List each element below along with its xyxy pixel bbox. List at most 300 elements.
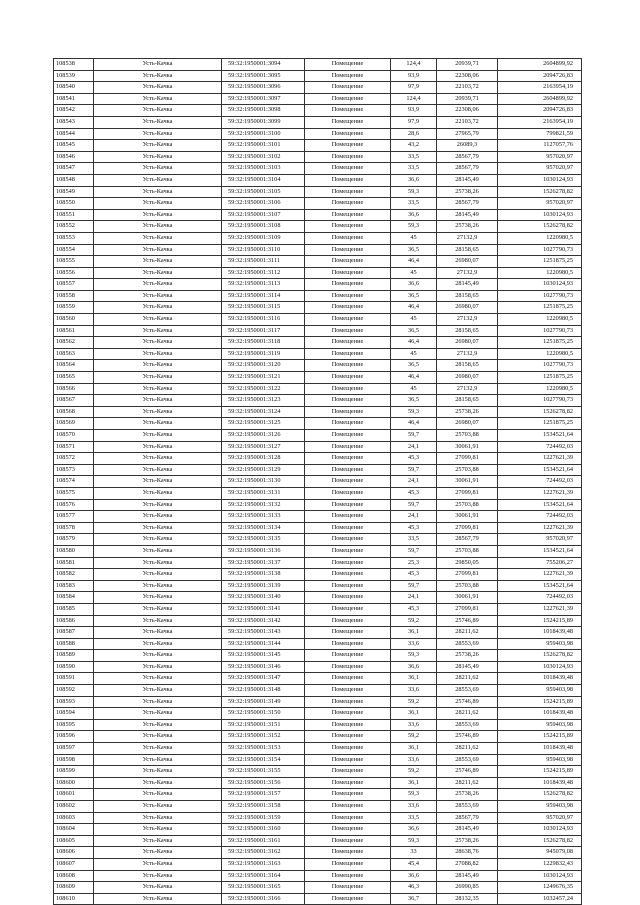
object-type-cell: Помещение: [305, 801, 391, 813]
object-type-cell: Помещение: [305, 893, 391, 905]
area-cell: 45,3: [391, 569, 437, 581]
row-number-cell: 108580: [54, 545, 94, 557]
cadastral-value-cell: 1526278,82: [498, 406, 582, 418]
price-per-meter-cell: 25703,88: [437, 499, 498, 511]
price-per-meter-cell: 28567,79: [437, 812, 498, 824]
row-number-cell: 108598: [54, 754, 94, 766]
price-per-meter-cell: 28158,65: [437, 360, 498, 372]
area-cell: 45,3: [391, 453, 437, 465]
locality-cell: Усть-Качка: [94, 545, 222, 557]
area-cell: 33,6: [391, 754, 437, 766]
object-type-cell: Помещение: [305, 545, 391, 557]
object-type-cell: Помещение: [305, 128, 391, 140]
price-per-meter-cell: 28145,49: [437, 661, 498, 673]
cadastral-value-cell: 1032457,24: [498, 893, 582, 905]
area-cell: 59,3: [391, 186, 437, 198]
price-per-meter-cell: 27132,9: [437, 383, 498, 395]
locality-cell: Усть-Качка: [94, 719, 222, 731]
area-cell: 33: [391, 847, 437, 859]
cadastral-number-cell: 59:32:1950001:3121: [222, 372, 305, 384]
locality-cell: Усть-Качка: [94, 824, 222, 836]
row-number-cell: 108555: [54, 256, 94, 268]
cadastral-number-cell: 59:32:1950001:3130: [222, 476, 305, 488]
object-type-cell: Помещение: [305, 858, 391, 870]
locality-cell: Усть-Качка: [94, 882, 222, 894]
cadastral-value-cell: 1220980,5: [498, 314, 582, 326]
locality-cell: Усть-Качка: [94, 348, 222, 360]
area-cell: 124,4: [391, 93, 437, 105]
locality-cell: Усть-Качка: [94, 279, 222, 291]
object-type-cell: Помещение: [305, 685, 391, 697]
price-per-meter-cell: 27132,9: [437, 267, 498, 279]
cadastral-number-cell: 59:32:1950001:3158: [222, 801, 305, 813]
cadastral-value-cell: 1526278,82: [498, 789, 582, 801]
cadastral-number-cell: 59:32:1950001:3123: [222, 395, 305, 407]
price-per-meter-cell: 25738,26: [437, 789, 498, 801]
price-per-meter-cell: 29850,05: [437, 557, 498, 569]
area-cell: 93,9: [391, 70, 437, 82]
table-row: [54, 116, 582, 128]
object-type-cell: Помещение: [305, 719, 391, 731]
locality-cell: Усть-Качка: [94, 511, 222, 523]
object-type-cell: Помещение: [305, 116, 391, 128]
row-number-cell: 108608: [54, 870, 94, 882]
cadastral-number-cell: 59:32:1950001:3112: [222, 267, 305, 279]
locality-cell: Усть-Качка: [94, 441, 222, 453]
price-per-meter-cell: 20939,71: [437, 59, 498, 71]
cadastral-number-cell: 59:32:1950001:3103: [222, 163, 305, 175]
object-type-cell: Помещение: [305, 499, 391, 511]
cadastral-value-cell: 959403,98: [498, 754, 582, 766]
object-type-cell: Помещение: [305, 789, 391, 801]
cadastral-number-cell: 59:32:1950001:3143: [222, 627, 305, 639]
locality-cell: Усть-Качка: [94, 360, 222, 372]
locality-cell: Усть-Качка: [94, 430, 222, 442]
area-cell: 59,2: [391, 615, 437, 627]
area-cell: 59,7: [391, 499, 437, 511]
object-type-cell: Помещение: [305, 140, 391, 152]
object-type-cell: Помещение: [305, 325, 391, 337]
row-number-cell: 108551: [54, 209, 94, 221]
area-cell: 45,4: [391, 858, 437, 870]
area-cell: 36,6: [391, 824, 437, 836]
area-cell: 59,7: [391, 580, 437, 592]
cadastral-value-cell: 959403,98: [498, 719, 582, 731]
area-cell: 46,4: [391, 256, 437, 268]
area-cell: 36,6: [391, 209, 437, 221]
row-number-cell: 108564: [54, 360, 94, 372]
row-number-cell: 108585: [54, 603, 94, 615]
row-number-cell: 108593: [54, 696, 94, 708]
cadastral-number-cell: 59:32:1950001:3101: [222, 140, 305, 152]
cadastral-value-cell: 1018439,48: [498, 673, 582, 685]
row-number-cell: 108557: [54, 279, 94, 291]
cadastral-value-cell: 1030124,93: [498, 870, 582, 882]
table-row: [54, 128, 582, 140]
table-row: [54, 186, 582, 198]
row-number-cell: 108586: [54, 615, 94, 627]
cadastral-value-cell: 1524215,89: [498, 696, 582, 708]
table-row: [54, 302, 582, 314]
cadastral-number-cell: 59:32:1950001:3113: [222, 279, 305, 291]
price-per-meter-cell: 28553,69: [437, 719, 498, 731]
locality-cell: Усть-Качка: [94, 777, 222, 789]
area-cell: 59,7: [391, 464, 437, 476]
table-row: [54, 615, 582, 627]
cadastral-value-cell: 1220980,5: [498, 267, 582, 279]
cadastral-number-cell: 59:32:1950001:3094: [222, 59, 305, 71]
area-cell: 45,3: [391, 487, 437, 499]
cadastral-value-cell: 1534521,64: [498, 545, 582, 557]
row-number-cell: 108546: [54, 151, 94, 163]
price-per-meter-cell: 28567,79: [437, 151, 498, 163]
cadastral-value-cell: 1018439,48: [498, 743, 582, 755]
cadastral-number-cell: 59:32:1950001:3154: [222, 754, 305, 766]
price-per-meter-cell: 26980,07: [437, 302, 498, 314]
locality-cell: Усть-Качка: [94, 290, 222, 302]
table-row: [54, 487, 582, 499]
area-cell: 97,9: [391, 82, 437, 94]
area-cell: 59,2: [391, 731, 437, 743]
locality-cell: Усть-Качка: [94, 372, 222, 384]
object-type-cell: Помещение: [305, 163, 391, 175]
table-row: [54, 731, 582, 743]
area-cell: 33,5: [391, 812, 437, 824]
price-per-meter-cell: 26980,07: [437, 372, 498, 384]
cadastral-value-cell: 1526278,82: [498, 221, 582, 233]
row-number-cell: 108559: [54, 302, 94, 314]
locality-cell: Усть-Качка: [94, 627, 222, 639]
price-per-meter-cell: 26980,07: [437, 256, 498, 268]
table-row: [54, 372, 582, 384]
row-number-cell: 108543: [54, 116, 94, 128]
object-type-cell: Помещение: [305, 835, 391, 847]
price-per-meter-cell: 28638,76: [437, 847, 498, 859]
price-per-meter-cell: 27099,81: [437, 487, 498, 499]
object-type-cell: Помещение: [305, 731, 391, 743]
row-number-cell: 108597: [54, 743, 94, 755]
cadastral-value-cell: 1227621,39: [498, 603, 582, 615]
row-number-cell: 108592: [54, 685, 94, 697]
price-per-meter-cell: 26990,85: [437, 882, 498, 894]
object-type-cell: Помещение: [305, 105, 391, 117]
row-number-cell: 108538: [54, 59, 94, 71]
area-cell: 43,2: [391, 140, 437, 152]
cadastral-value-cell: 1251875,25: [498, 337, 582, 349]
table-row: [54, 464, 582, 476]
price-per-meter-cell: 28158,65: [437, 325, 498, 337]
table-row: [54, 870, 582, 882]
area-cell: 33,6: [391, 638, 437, 650]
cadastral-value-cell: 1027790,73: [498, 325, 582, 337]
object-type-cell: Помещение: [305, 847, 391, 859]
row-number-cell: 108545: [54, 140, 94, 152]
row-number-cell: 108569: [54, 418, 94, 430]
row-number-cell: 108594: [54, 708, 94, 720]
area-cell: 33,5: [391, 163, 437, 175]
object-type-cell: Помещение: [305, 82, 391, 94]
area-cell: 59,3: [391, 650, 437, 662]
cadastral-number-cell: 59:32:1950001:3149: [222, 696, 305, 708]
area-cell: 33,5: [391, 534, 437, 546]
price-per-meter-cell: 25703,88: [437, 580, 498, 592]
locality-cell: Усть-Качка: [94, 754, 222, 766]
price-per-meter-cell: 25746,89: [437, 731, 498, 743]
cadastral-value-cell: 724492,03: [498, 592, 582, 604]
object-type-cell: Помещение: [305, 209, 391, 221]
area-cell: 33,5: [391, 198, 437, 210]
cadastral-value-cell: 1027790,73: [498, 244, 582, 256]
object-type-cell: Помещение: [305, 174, 391, 186]
table-row: [54, 592, 582, 604]
table-row: [54, 93, 582, 105]
table-row: [54, 522, 582, 534]
locality-cell: Усть-Качка: [94, 383, 222, 395]
table-row: [54, 198, 582, 210]
price-per-meter-cell: 27965,79: [437, 128, 498, 140]
cadastral-value-cell: 1526278,82: [498, 835, 582, 847]
cadastral-value-cell: 1220980,5: [498, 232, 582, 244]
table-row: [54, 256, 582, 268]
row-number-cell: 108582: [54, 569, 94, 581]
cadastral-number-cell: 59:32:1950001:3148: [222, 685, 305, 697]
row-number-cell: 108576: [54, 499, 94, 511]
cadastral-value-cell: 1030124,93: [498, 279, 582, 291]
cadastral-value-cell: 1534521,64: [498, 580, 582, 592]
object-type-cell: Помещение: [305, 314, 391, 326]
table-row: [54, 801, 582, 813]
area-cell: 36,1: [391, 743, 437, 755]
object-type-cell: Помещение: [305, 592, 391, 604]
cadastral-number-cell: 59:32:1950001:3161: [222, 835, 305, 847]
cadastral-value-cell: 1220980,5: [498, 348, 582, 360]
locality-cell: Усть-Качка: [94, 406, 222, 418]
object-type-cell: Помещение: [305, 453, 391, 465]
locality-cell: Усть-Качка: [94, 522, 222, 534]
area-cell: 45: [391, 232, 437, 244]
area-cell: 24,1: [391, 511, 437, 523]
cadastral-value-cell: 957020,97: [498, 812, 582, 824]
price-per-meter-cell: 28158,65: [437, 244, 498, 256]
cadastral-number-cell: 59:32:1950001:3165: [222, 882, 305, 894]
area-cell: 59,7: [391, 430, 437, 442]
price-per-meter-cell: 25703,88: [437, 464, 498, 476]
row-number-cell: 108566: [54, 383, 94, 395]
price-per-meter-cell: 28567,79: [437, 198, 498, 210]
locality-cell: Усть-Качка: [94, 418, 222, 430]
object-type-cell: Помещение: [305, 279, 391, 291]
locality-cell: Усть-Качка: [94, 557, 222, 569]
row-number-cell: 108601: [54, 789, 94, 801]
table-row: [54, 708, 582, 720]
cadastral-value-cell: 1524215,89: [498, 615, 582, 627]
table-row: [54, 893, 582, 905]
cadastral-number-cell: 59:32:1950001:3156: [222, 777, 305, 789]
area-cell: 24,1: [391, 592, 437, 604]
price-per-meter-cell: 26980,07: [437, 418, 498, 430]
cadastral-number-cell: 59:32:1950001:3100: [222, 128, 305, 140]
area-cell: 36,5: [391, 360, 437, 372]
area-cell: 36,7: [391, 893, 437, 905]
object-type-cell: Помещение: [305, 511, 391, 523]
price-per-meter-cell: 28567,79: [437, 534, 498, 546]
cadastral-number-cell: 59:32:1950001:3102: [222, 151, 305, 163]
row-number-cell: 108568: [54, 406, 94, 418]
price-per-meter-cell: 28145,49: [437, 824, 498, 836]
area-cell: 36,6: [391, 174, 437, 186]
locality-cell: Усть-Качка: [94, 198, 222, 210]
area-cell: 36,5: [391, 325, 437, 337]
table-row: [54, 418, 582, 430]
row-number-cell: 108548: [54, 174, 94, 186]
table-body: [54, 59, 582, 905]
cadastral-number-cell: 59:32:1950001:3136: [222, 545, 305, 557]
locality-cell: Усть-Качка: [94, 337, 222, 349]
locality-cell: Усть-Качка: [94, 163, 222, 175]
price-per-meter-cell: 26089,3: [437, 140, 498, 152]
locality-cell: Усть-Качка: [94, 569, 222, 581]
locality-cell: Усть-Качка: [94, 325, 222, 337]
cadastral-value-cell: 2163954,19: [498, 116, 582, 128]
area-cell: 36,5: [391, 244, 437, 256]
cadastral-value-cell: 724492,03: [498, 476, 582, 488]
object-type-cell: Помещение: [305, 70, 391, 82]
row-number-cell: 108591: [54, 673, 94, 685]
cadastral-number-cell: 59:32:1950001:3111: [222, 256, 305, 268]
area-cell: 46,4: [391, 372, 437, 384]
area-cell: 36,1: [391, 627, 437, 639]
price-per-meter-cell: 22308,06: [437, 70, 498, 82]
table-row: [54, 580, 582, 592]
cadastral-number-cell: 59:32:1950001:3147: [222, 673, 305, 685]
cadastral-number-cell: 59:32:1950001:3144: [222, 638, 305, 650]
row-number-cell: 108579: [54, 534, 94, 546]
cadastral-number-cell: 59:32:1950001:3109: [222, 232, 305, 244]
price-per-meter-cell: 30061,91: [437, 592, 498, 604]
locality-cell: Усть-Качка: [94, 603, 222, 615]
table-row: [54, 789, 582, 801]
object-type-cell: Помещение: [305, 766, 391, 778]
locality-cell: Усть-Качка: [94, 499, 222, 511]
cadastral-value-cell: 1534521,64: [498, 464, 582, 476]
locality-cell: Усть-Качка: [94, 487, 222, 499]
locality-cell: Усть-Качка: [94, 70, 222, 82]
object-type-cell: Помещение: [305, 418, 391, 430]
cadastral-number-cell: 59:32:1950001:3141: [222, 603, 305, 615]
cadastral-value-cell: 1027790,73: [498, 290, 582, 302]
price-per-meter-cell: 22308,06: [437, 105, 498, 117]
price-per-meter-cell: 30061,91: [437, 511, 498, 523]
row-number-cell: 108609: [54, 882, 94, 894]
object-type-cell: Помещение: [305, 754, 391, 766]
row-number-cell: 108565: [54, 372, 94, 384]
table-row: [54, 383, 582, 395]
locality-cell: Усть-Качка: [94, 174, 222, 186]
locality-cell: Усть-Качка: [94, 128, 222, 140]
locality-cell: Усть-Качка: [94, 580, 222, 592]
locality-cell: Усть-Качка: [94, 93, 222, 105]
object-type-cell: Помещение: [305, 244, 391, 256]
cadastral-number-cell: 59:32:1950001:3097: [222, 93, 305, 105]
table-row: [54, 105, 582, 117]
cadastral-number-cell: 59:32:1950001:3114: [222, 290, 305, 302]
cadastral-value-cell: 959403,98: [498, 801, 582, 813]
row-number-cell: 108560: [54, 314, 94, 326]
object-type-cell: Помещение: [305, 430, 391, 442]
object-type-cell: Помещение: [305, 221, 391, 233]
price-per-meter-cell: 27132,9: [437, 314, 498, 326]
object-type-cell: Помещение: [305, 441, 391, 453]
price-per-meter-cell: 25746,89: [437, 766, 498, 778]
object-type-cell: Помещение: [305, 232, 391, 244]
area-cell: 28,6: [391, 128, 437, 140]
area-cell: 24,1: [391, 476, 437, 488]
area-cell: 59,3: [391, 789, 437, 801]
area-cell: 45,3: [391, 522, 437, 534]
table-row: [54, 325, 582, 337]
table-row: [54, 244, 582, 256]
cadastral-value-cell: 1251875,25: [498, 256, 582, 268]
table-row: [54, 82, 582, 94]
cadastral-value-cell: 1027790,73: [498, 395, 582, 407]
locality-cell: Усть-Качка: [94, 244, 222, 256]
table-row: [54, 835, 582, 847]
table-row: [54, 719, 582, 731]
table-row: [54, 453, 582, 465]
row-number-cell: 108554: [54, 244, 94, 256]
area-cell: 46,4: [391, 337, 437, 349]
cadastral-number-cell: 59:32:1950001:3129: [222, 464, 305, 476]
price-per-meter-cell: 28553,69: [437, 801, 498, 813]
row-number-cell: 108589: [54, 650, 94, 662]
row-number-cell: 108552: [54, 221, 94, 233]
object-type-cell: Помещение: [305, 615, 391, 627]
cadastral-value-cell: 1524215,89: [498, 766, 582, 778]
cadastral-value-cell: 1249676,35: [498, 882, 582, 894]
row-number-cell: 108604: [54, 824, 94, 836]
table-row: [54, 569, 582, 581]
area-cell: 24,1: [391, 441, 437, 453]
row-number-cell: 108547: [54, 163, 94, 175]
cadastral-number-cell: 59:32:1950001:3132: [222, 499, 305, 511]
cadastral-number-cell: 59:32:1950001:3164: [222, 870, 305, 882]
cadastral-value-cell: 2163954,19: [498, 82, 582, 94]
area-cell: 45: [391, 383, 437, 395]
price-per-meter-cell: 22103,72: [437, 116, 498, 128]
cadastral-value-cell: 1018439,48: [498, 777, 582, 789]
cadastral-number-cell: 59:32:1950001:3135: [222, 534, 305, 546]
area-cell: 45,3: [391, 603, 437, 615]
cadastral-number-cell: 59:32:1950001:3116: [222, 314, 305, 326]
price-per-meter-cell: 30061,91: [437, 476, 498, 488]
object-type-cell: Помещение: [305, 812, 391, 824]
object-type-cell: Помещение: [305, 348, 391, 360]
area-cell: 36,6: [391, 870, 437, 882]
cadastral-number-cell: 59:32:1950001:3119: [222, 348, 305, 360]
price-per-meter-cell: 25738,26: [437, 650, 498, 662]
table-row: [54, 430, 582, 442]
area-cell: 97,9: [391, 116, 437, 128]
table-row: [54, 70, 582, 82]
locality-cell: Усть-Качка: [94, 615, 222, 627]
area-cell: 59,3: [391, 406, 437, 418]
price-per-meter-cell: 27099,81: [437, 522, 498, 534]
object-type-cell: Помещение: [305, 522, 391, 534]
row-number-cell: 108584: [54, 592, 94, 604]
price-per-meter-cell: 27099,81: [437, 603, 498, 615]
price-per-meter-cell: 27132,9: [437, 232, 498, 244]
object-type-cell: Помещение: [305, 406, 391, 418]
